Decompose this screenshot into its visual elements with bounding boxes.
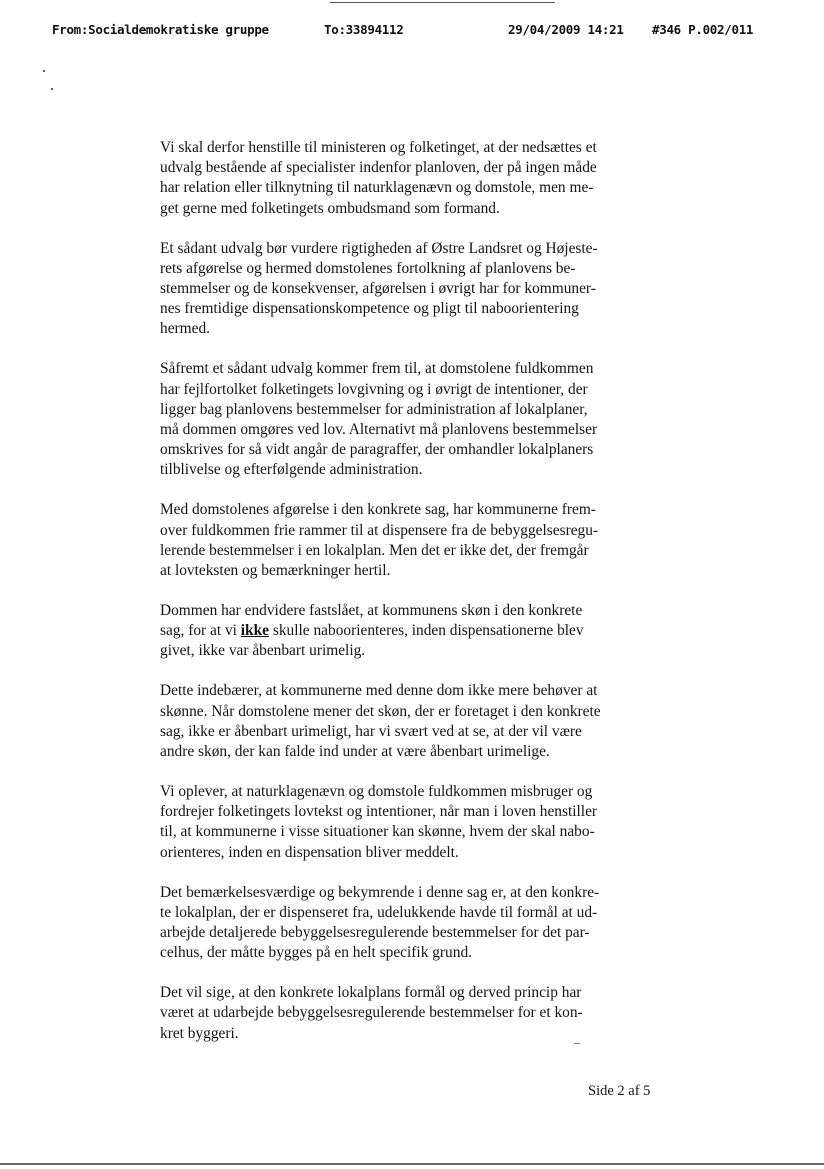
paragraph xyxy=(160,983,658,1044)
text-line: rets afgørelse og hermed domstolenes fortolkning af planlovens be- xyxy=(160,259,576,277)
text-line: udvalg bestående af specialister indenfor planloven, der på ingen måde xyxy=(160,159,597,177)
text-line: Såfremt et sådant udvalg kommer frem til, at domstolene fuldkommen xyxy=(160,360,594,378)
text-run: sag, for at vi xyxy=(160,622,241,640)
page-number-footer: Side 2 af 5 xyxy=(588,1083,651,1099)
text-line: fordrejer folketingets lovtekst og intentioner, når man i loven henstiller xyxy=(160,803,598,821)
text-line: tilblivelse og efterfølgende administration. xyxy=(160,461,423,479)
fax-page-number: #346 P.002/011 xyxy=(652,22,754,37)
text-line: til, at kommunerne i visse situationer kan skønne, hvem der skal nabo- xyxy=(160,823,595,841)
text-line: har fejlfortolket folketingets lovgivning og i øvrigt de intentioner, der xyxy=(160,380,588,398)
paragraph xyxy=(160,359,658,480)
paragraph xyxy=(160,239,658,340)
text-line: lerende bestemmelser i en lokalplan. Men det er ikke det, der fremgår xyxy=(160,541,589,559)
text-line xyxy=(160,621,658,641)
paragraph xyxy=(160,601,658,662)
fax-timestamp: 29/04/2009 14:21 xyxy=(508,22,624,37)
text-line: arbejde detaljerede bebyggelsesregulerende bestemmelser for det par- xyxy=(160,924,590,942)
text-line: over fuldkommen frie rammer til at dispensere fra de bebyggelsesregu- xyxy=(160,521,599,539)
text-line: omskrives for så vidt angår de paragraffer, der omhandler lokalplaners xyxy=(160,441,594,459)
emphasized-word: ikke xyxy=(240,622,270,640)
fax-recipient: To:33894112 xyxy=(324,22,404,37)
text-line: nes fremtidige dispensationskompetence og pligt til naboorientering xyxy=(160,300,579,318)
text-line: orienteres, inden en dispensation bliver meddelt. xyxy=(160,843,459,861)
scan-top-rule xyxy=(330,2,555,3)
text-line: Dommen har endvidere fastslået, at kommunens skøn i den konkrete xyxy=(160,602,583,620)
text-line: ligger bag planlovens bestemmelser for administration af lokalplaner, xyxy=(160,400,588,418)
paragraph xyxy=(160,883,658,964)
text-line: har relation eller tilknytning til naturklagenævn og domstole, men me- xyxy=(160,179,594,197)
paragraph xyxy=(160,782,658,863)
text-run: skulle naboorienteres, inden dispensationerne blev xyxy=(269,622,584,640)
scan-speck xyxy=(574,1043,580,1044)
text-line: hermed. xyxy=(160,320,210,338)
text-line: at lovteksten og bemærkninger hertil. xyxy=(160,562,391,580)
paragraph xyxy=(160,500,658,581)
text-line: sag, ikke er åbenbart urimeligt, har vi svært ved at se, at der vil være xyxy=(160,722,582,740)
letter-body xyxy=(160,138,658,1064)
text-line: været at udarbejde bebyggelsesregulerende bestemmelser for et kon- xyxy=(160,1004,583,1022)
text-line: givet, ikke var åbenbart urimelig. xyxy=(160,642,366,660)
scan-speck xyxy=(43,70,45,72)
text-line: Et sådant udvalg bør vurdere rigtigheden af Østre Landsret og Højeste- xyxy=(160,239,598,257)
text-line: Med domstolenes afgørelse i den konkrete sag, har kommunerne frem- xyxy=(160,501,596,519)
text-line: skønne. Når domstolene mener det skøn, der er foretaget i den konkrete xyxy=(160,702,601,720)
text-line: stemmelser og de konsekvenser, afgørelsen i øvrigt har for kommuner- xyxy=(160,280,596,298)
fax-header xyxy=(0,22,824,42)
fax-sender: From:Socialdemokratiske gruppe xyxy=(52,22,269,37)
paragraph xyxy=(160,138,658,219)
text-line: Det vil sige, at den konkrete lokalplans formål og derved princip har xyxy=(160,984,582,1002)
scan-speck xyxy=(51,88,53,90)
text-line: kret byggeri. xyxy=(160,1024,239,1042)
text-line: get gerne med folketingets ombudsmand som formand. xyxy=(160,199,500,217)
scan-bottom-rule xyxy=(0,1163,824,1165)
text-line: celhus, der måtte bygges på en helt specifik grund. xyxy=(160,944,472,962)
paragraph xyxy=(160,681,658,762)
text-line: Vi skal derfor henstille til ministeren og folketinget, at der nedsættes et xyxy=(160,139,597,156)
text-line: andre skøn, der kan falde ind under at være åbenbart urimelige. xyxy=(160,743,550,761)
text-line: te lokalplan, der er dispenseret fra, udelukkende havde til formål at ud- xyxy=(160,903,598,921)
text-line: Dette indebærer, at kommunerne med denne dom ikke mere behøver at xyxy=(160,682,598,700)
text-line: Det bemærkelsesværdige og bekymrende i denne sag er, at den konkre- xyxy=(160,883,600,901)
text-line: må dommen omgøres ved lov. Alternativt må planlovens bestemmelser xyxy=(160,421,598,439)
text-line: Vi oplever, at naturklagenævn og domstole fuldkommen misbruger og xyxy=(160,783,593,801)
